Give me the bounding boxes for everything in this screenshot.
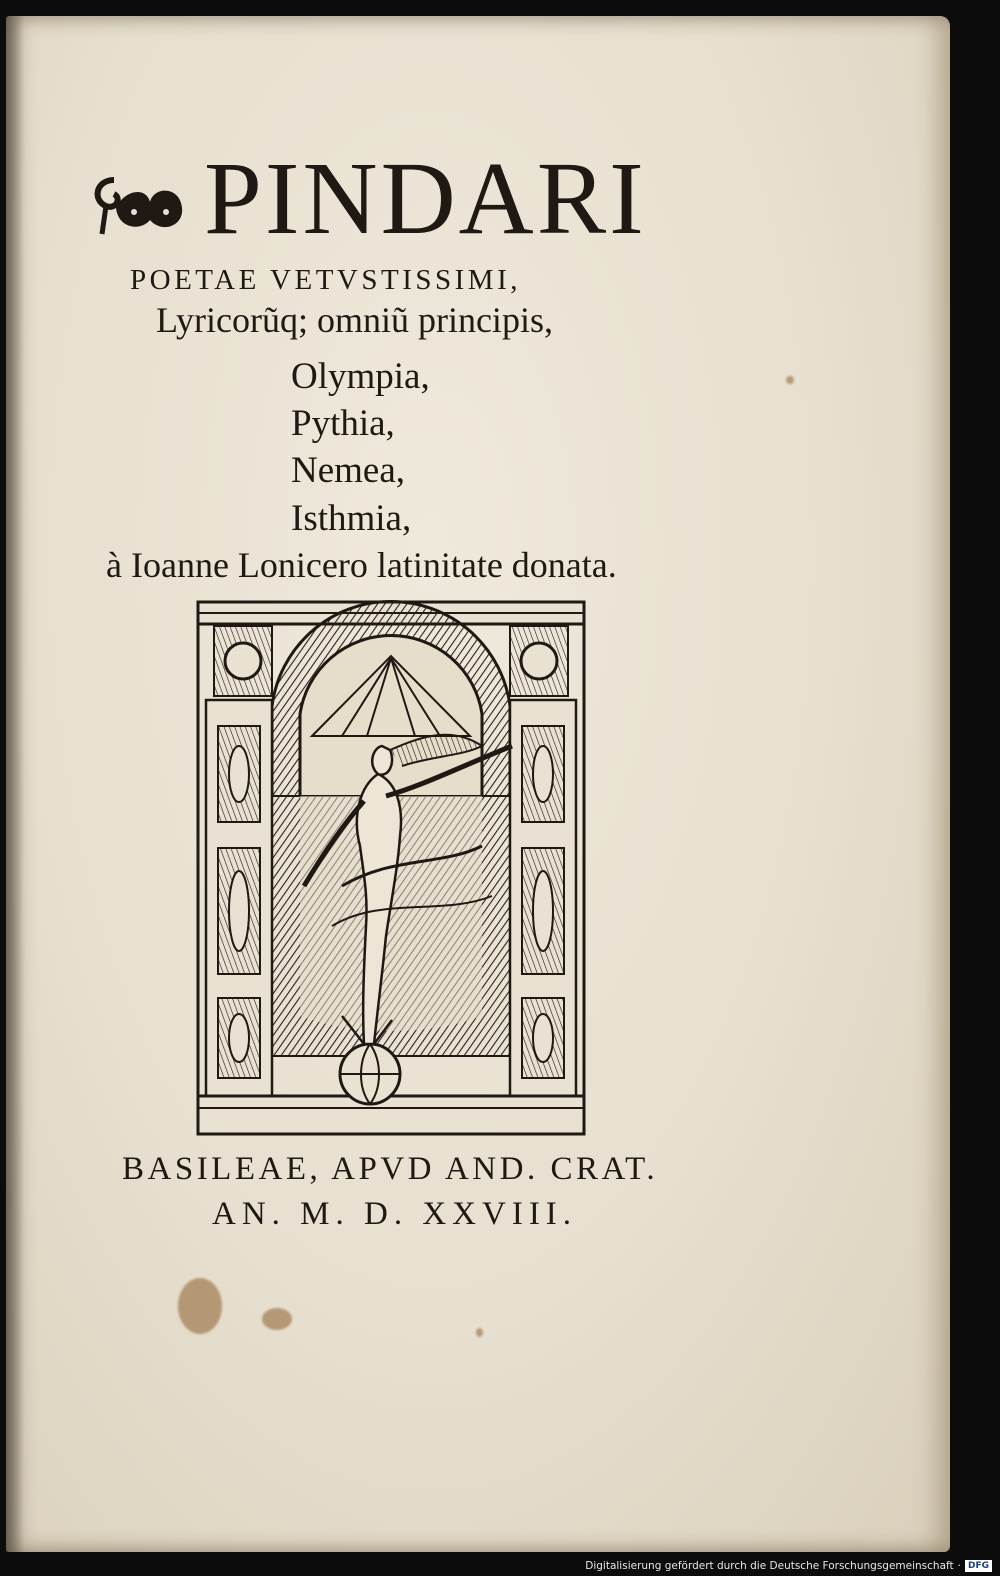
footer-text: Digitalisierung gefördert durch die Deutsche Forschungsgemeinschaft [585, 1560, 954, 1572]
title-page [6, 16, 950, 1552]
foxing-stain [178, 1278, 222, 1334]
imprint-year: AN. M. D. XXVIII. [212, 1196, 578, 1232]
translator-line: à Ioanne Lonicero latinitate donata. [106, 545, 617, 585]
title-row [76, 141, 736, 256]
lyric-line: Lyricorũq; omniũ principis, [156, 300, 553, 340]
digitization-credit: Digitalisierung gefördert durch die Deutsche Forschungsgemeinschaft · DFG [585, 1560, 992, 1572]
dfg-logo: DFG [965, 1560, 992, 1572]
foxing-stain [786, 376, 794, 384]
book-olympia: Olympia, [291, 356, 430, 397]
book-title: PINDARI [204, 141, 647, 256]
foxing-stain [476, 1328, 483, 1337]
woodcut-illustration [192, 596, 590, 1140]
imprint-place: BASILEAE, APVD AND. CRAT. [122, 1151, 659, 1187]
foxing-stain [262, 1308, 292, 1330]
fleuron-icon [84, 168, 194, 240]
book-nemea: Nemea, [291, 450, 406, 491]
book-isthmia: Isthmia, [291, 498, 412, 539]
book-pythia: Pythia, [291, 403, 395, 444]
subtitle-line: POETAE VETVSTISSIMI, [130, 264, 521, 296]
